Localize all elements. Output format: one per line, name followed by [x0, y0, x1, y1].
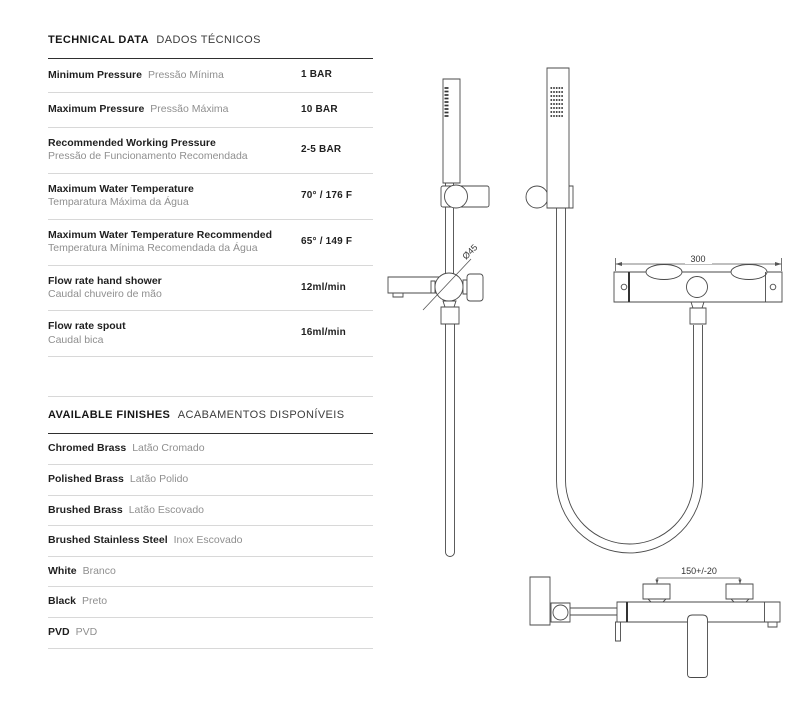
spec-label-pt: Pressão Mínima: [147, 69, 224, 81]
section-title-en: TECHNICAL DATA: [48, 34, 149, 46]
finish-label-pt: Preto: [82, 595, 108, 608]
spec-value: 1 BAR: [301, 69, 333, 81]
finish-label-en: Black: [48, 595, 77, 608]
spec-label-en: Recommended Working Pressure: [48, 136, 216, 149]
finish-label-pt: Branco: [82, 564, 116, 577]
hand-shower-nozzles-side: [445, 88, 449, 116]
section-title-pt: ACABAMENTOS DISPONÍVEIS: [177, 409, 345, 422]
spec-value: 16ml/min: [301, 327, 346, 339]
valve-diameter-label: Ø45: [460, 242, 480, 262]
finish-label-en: Chromed Brass: [48, 442, 127, 455]
bar-width-dimension: 300: [690, 254, 706, 264]
spec-value: 10 BAR: [301, 103, 338, 115]
spec-label-en: Flow rate spout: [48, 320, 126, 333]
spec-value: 2-5 BAR: [301, 143, 342, 155]
drawing-bar-front-view: [530, 566, 780, 678]
finish-label-en: Brushed Stainless Steel: [48, 534, 168, 547]
spec-value: 12ml/min: [301, 281, 346, 293]
finish-label-en: PVD: [48, 626, 70, 639]
drawing-side-view: [388, 79, 489, 557]
section-title-pt: DADOS TÉCNICOS: [156, 34, 261, 46]
union-spacing-dimension: 150+/-20: [681, 566, 717, 576]
finish-label-en: Brushed Brass: [48, 503, 123, 516]
drawing-bar-top-view: [614, 254, 782, 324]
spec-label-pt: Caudal chuveiro de mão: [48, 287, 162, 300]
finish-label-pt: PVD: [75, 626, 98, 639]
drawing-front-view: [526, 68, 706, 553]
spec-label-en: Maximum Pressure: [48, 103, 145, 116]
spec-label-pt: Temperatura Mínima Recomendada da Água: [48, 242, 258, 255]
spec-label-en: Flow rate hand shower: [48, 274, 162, 287]
spec-label-en: Maximum Water Temperature: [48, 182, 194, 195]
spec-value: 65° / 149 F: [301, 235, 353, 247]
spec-label-en: Minimum Pressure: [48, 69, 142, 81]
finish-label-pt: Latão Cromado: [132, 442, 205, 455]
finish-label-pt: Latão Polido: [129, 472, 189, 485]
finish-label-pt: Inox Escovado: [173, 534, 243, 547]
finish-label-pt: Latão Escovado: [128, 503, 205, 516]
finish-label-en: White: [48, 564, 77, 577]
spec-label-pt: Pressão de Funcionamento Recomendada: [48, 150, 248, 163]
spec-label-pt: Pressão Máxima: [150, 103, 229, 116]
spec-label-en: Maximum Water Temperature Recommended: [48, 228, 273, 241]
spec-value: 70° / 176 F: [301, 189, 353, 201]
section-title-en: AVAILABLE FINISHES: [48, 409, 171, 422]
spec-label-pt: Caudal bica: [48, 333, 104, 346]
spec-label-pt: Temparatura Máxima da Água: [48, 196, 189, 209]
finish-label-en: Polished Brass: [48, 472, 124, 485]
